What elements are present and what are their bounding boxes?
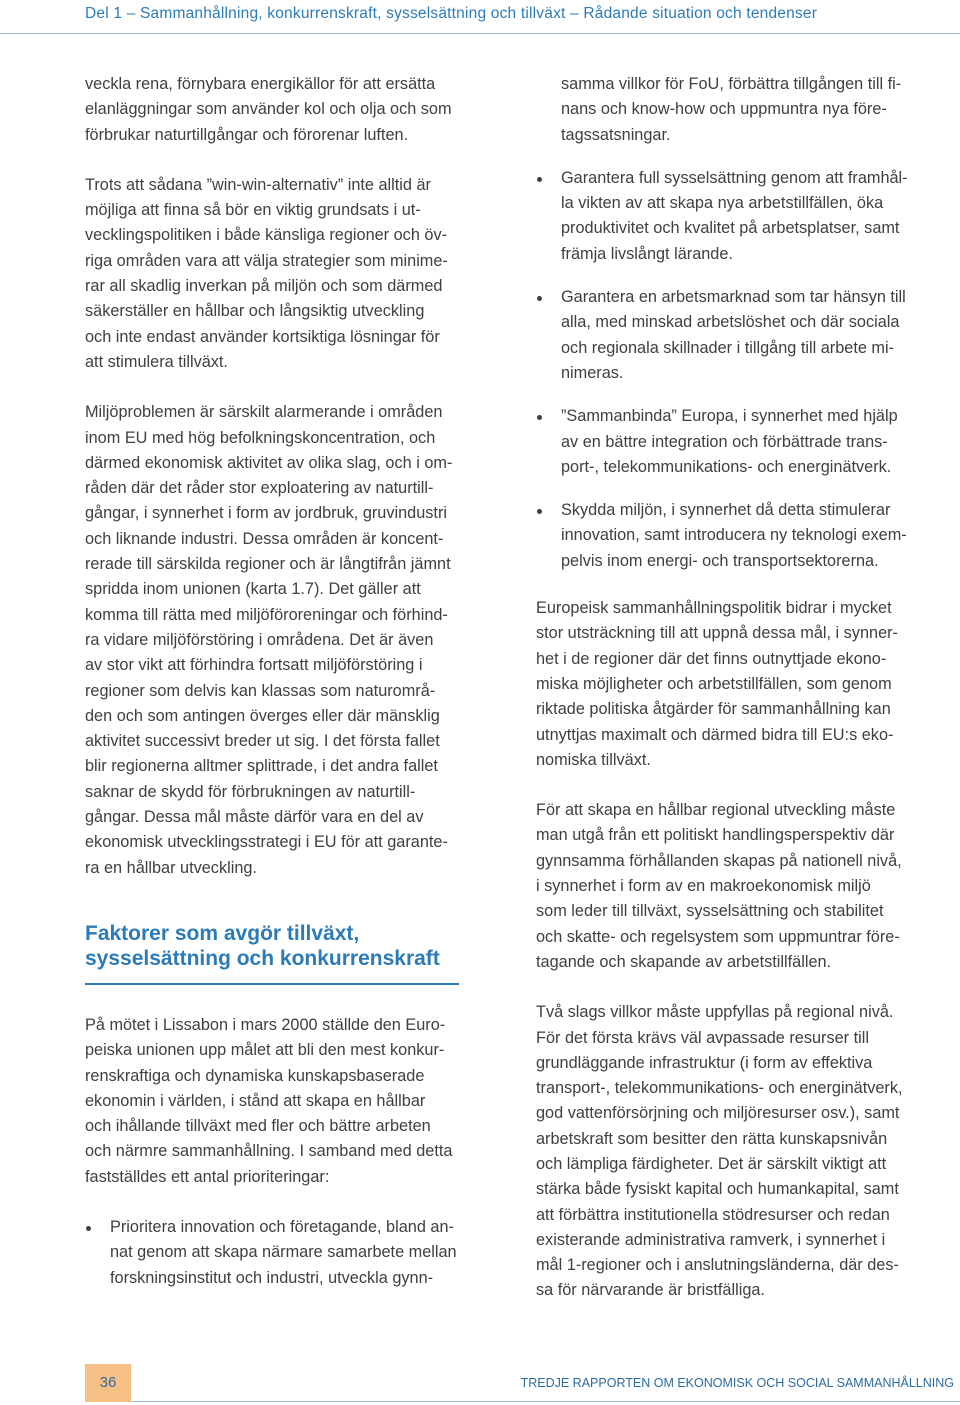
- bullet-icon: [86, 1226, 91, 1231]
- paragraph-environmental-problems: [85, 400, 503, 881]
- paragraph-regional-conditions: [536, 1000, 954, 1304]
- text-line: rerade till särskilda regioner och är långtifrån jämnt: [85, 555, 451, 574]
- text-line: god vattenförsörjning och miljöresurser osv.), samt: [536, 1104, 900, 1123]
- text-line: innovation, samt introducera ny teknologi exem-: [561, 526, 907, 545]
- text-line: la vikten av att skapa nya arbetstillfällen, öka: [561, 194, 884, 213]
- text-line: av stor vikt att förhindra fortsatt miljöförstöring i: [85, 656, 423, 675]
- publication-title: TREDJE RAPPORTEN OM EKONOMISK OCH SOCIAL SAMMANHÅLLNING: [520, 1376, 954, 1390]
- text-line: På mötet i Lissabon i mars 2000 ställde den Euro-: [85, 1015, 446, 1034]
- text-line: som leder till tillväxt, sysselsättning och stabilitet: [536, 902, 884, 921]
- text-line: ekonomisk utvecklingsstrategi i EU för att garante-: [85, 833, 448, 852]
- text-line: aktivitet successivt breder ut sig. I det första fallet: [85, 732, 440, 751]
- text-line: alla, med minskad arbetslöshet och där sociala: [561, 313, 900, 332]
- text-line: främja livslångt lärande.: [561, 244, 733, 263]
- text-line: och skatte- och regelsystem som uppmuntrar före-: [536, 927, 900, 946]
- text-line: fastställdes ett antal prioriteringar:: [85, 1167, 330, 1186]
- paragraph-win-win: [85, 173, 503, 375]
- text-line: nomiska tillväxt.: [536, 750, 651, 769]
- text-line: renskraftiga och dynamiska kunskapsbaserade: [85, 1066, 425, 1085]
- priority-list: [85, 1215, 503, 1291]
- text-line: ra vidare miljöförstöring i områdena. Det är även: [85, 630, 434, 649]
- priority-list-continued: [536, 166, 954, 574]
- text-line: rar all skadlig inverkan på miljön och som därmed: [85, 277, 443, 296]
- text-line: grundläggande infrastruktur (i form av effektiva: [536, 1053, 873, 1072]
- text-line: Garantera full sysselsättning genom att framhål-: [561, 168, 908, 187]
- text-line: sa för närvarande är bristfälliga.: [536, 1281, 765, 1300]
- text-line: därmed ekonomisk aktivitet av olika slag, och i om-: [85, 453, 453, 472]
- text-line: att stimulera tillväxt.: [85, 352, 228, 371]
- paragraph-cohesion-policy: [536, 596, 954, 773]
- text-line: mål 1-regioner och i anslutningsländerna, där des-: [536, 1256, 899, 1275]
- text-line: riktade politiska åtgärder för sammanhållning kan: [536, 700, 891, 719]
- text-line: och regionala skillnader i tillgång till arbete mi-: [561, 338, 895, 357]
- text-line: den och som antingen överges eller där mänsklig: [85, 706, 440, 725]
- text-line: och närmre sammanhållning. I samband med detta: [85, 1142, 453, 1161]
- text-line: säkerställer en hållbar och långsiktig utveckling: [85, 302, 425, 321]
- text-line: Trots att sådana ”win-win-alternativ” inte alltid är: [85, 175, 431, 194]
- text-line: inom EU med hög befolkningskoncentration, och: [85, 428, 436, 447]
- text-line: blir regionerna alltmer splittrade, i det andra fallet: [85, 757, 438, 776]
- text-line: nat genom att skapa närmare samarbete mellan: [110, 1243, 457, 1262]
- text-line: av en bättre integration och förbättrade trans-: [561, 432, 888, 451]
- text-line: Miljöproblemen är särskilt alarmerande i områden: [85, 403, 443, 422]
- heading-line: Faktorer som avgör tillväxt,: [85, 921, 360, 945]
- bullet-icon: [537, 415, 542, 420]
- running-header: [0, 0, 960, 34]
- text-line: och ihållande tillväxt med fler och bättre arbeten: [85, 1117, 431, 1136]
- text-line: ”Sammanbinda” Europa, i synnerhet med hjälp: [561, 407, 898, 426]
- text-line: pelvis inom energi- och transportsektorerna.: [561, 551, 879, 570]
- text-line: ekonomin i världen, i stånd att skapa en hållbar: [85, 1091, 426, 1110]
- text-line: nimeras.: [561, 363, 624, 382]
- text-line: stärka både fysiskt kapital och humankapital, samt: [536, 1180, 899, 1199]
- list-item: [536, 285, 954, 386]
- header-divider: [0, 33, 960, 34]
- text-line: port-, telekommunikations- och energinätverk.: [561, 457, 892, 476]
- text-line: gångar, i synnerhet i form av jordbruk, gruvindustri: [85, 504, 447, 523]
- list-item: [536, 404, 954, 480]
- list-item-continuation: [536, 72, 954, 148]
- paragraph-renewable-energy: [85, 72, 503, 148]
- text-line: tagssatsningar.: [561, 125, 671, 144]
- text-line: och inte endast använder kortsiktiga lösningar för: [85, 327, 440, 346]
- text-line: spridda inom unionen (karta 1.7). Det gäller att: [85, 580, 421, 599]
- text-line: transport-, telekommunikations- och energinätverk,: [536, 1079, 903, 1098]
- text-line: Europeisk sammanhållningspolitik bidrar i mycket: [536, 599, 892, 618]
- text-line: vecklingspolitiken i både känsliga regioner och öv-: [85, 226, 448, 245]
- text-line: arbetskraft som besitter den rätta kunskapsnivån: [536, 1129, 888, 1148]
- text-line: het i de regioner där det finns outnyttjade ekono-: [536, 649, 887, 668]
- bullet-icon: [537, 296, 542, 301]
- text-line: råden där det råder stor exploatering av naturtill-: [85, 479, 434, 498]
- text-line: regioner som delvis kan klassas som naturområ-: [85, 681, 436, 700]
- right-column: [536, 72, 954, 1329]
- heading-line: sysselsättning och konkurrenskraft: [85, 946, 440, 970]
- list-item: [536, 166, 954, 267]
- text-line: ra en hållbar utveckling.: [85, 858, 257, 877]
- text-line: För det första krävs väl avpassade resurser till: [536, 1028, 869, 1047]
- footer-divider: [131, 1401, 960, 1402]
- text-line: tagande och skapande av arbetstillfällen.: [536, 952, 832, 971]
- text-line: komma till rätta med miljöföroreningar och förhind-: [85, 605, 448, 624]
- text-line: förbrukar naturtillgångar och förorenar luften.: [85, 125, 409, 144]
- text-line: elanläggningar som använder kol och olja och som: [85, 100, 452, 119]
- text-line: och lämpliga färdigheter. Det är särskilt viktigt att: [536, 1154, 887, 1173]
- list-item: [536, 498, 954, 574]
- text-line: saknar de skydd för förbrukningen av naturtill-: [85, 782, 416, 801]
- heading-underline: [85, 983, 459, 985]
- text-line: produktivitet och kvalitet på arbetsplatser, samt: [561, 219, 900, 238]
- text-line: man utgå från ett politiskt handlingsperspektiv där: [536, 826, 895, 845]
- text-line: veckla rena, förnybara energikällor för att ersätta: [85, 75, 436, 93]
- text-line: riga områden vara att välja strategier som minime-: [85, 251, 448, 270]
- text-line: och liknande industri. Dessa områden är koncent-: [85, 529, 444, 548]
- text-line: i synnerhet i form av en makroekonomisk miljö: [536, 877, 871, 896]
- text-line: existerande administrativa ramverk, i synnerhet i: [536, 1230, 886, 1249]
- text-line: utnyttjas maximalt och därmed bidra till EU:s eko-: [536, 725, 894, 744]
- text-line: forskningsinstitut och industri, utveckla gynn-: [110, 1268, 434, 1287]
- paragraph-lisbon: [85, 1013, 503, 1190]
- text-line: Prioritera innovation och företagande, bland an-: [110, 1217, 454, 1236]
- text-line: Skydda miljön, i synnerhet då detta stimulerar: [561, 501, 891, 520]
- text-line: stor utsträckning till att uppnå dessa mål, i synner-: [536, 624, 898, 643]
- section-heading: [85, 921, 503, 971]
- bullet-icon: [537, 509, 542, 514]
- text-line: För att skapa en hållbar regional utveckling måste: [536, 801, 896, 820]
- text-line: möjliga att finna så bör en viktig grundsats i ut-: [85, 201, 421, 220]
- running-title: Del 1 – Sammanhållning, konkurrenskraft, sysselsättning och tillväxt – Rådande situation och tendenser: [85, 5, 818, 22]
- text-line: Garantera en arbetsmarknad som tar hänsyn till: [561, 288, 906, 307]
- text-line: gynnsamma förhållanden skapas på nationell nivå,: [536, 851, 902, 870]
- page-number: 36: [99, 1374, 117, 1391]
- text-line: Två slags villkor måste uppfyllas på regional nivå.: [536, 1003, 894, 1022]
- text-line: samma villkor för FoU, förbättra tillgången till fi-: [561, 75, 902, 93]
- list-item: [85, 1215, 503, 1291]
- paragraph-sustainable-development: [536, 798, 954, 975]
- text-line: peiska unionen upp målet att bli den mest konkur-: [85, 1041, 445, 1060]
- bullet-icon: [537, 177, 542, 182]
- text-line: att förbättra institutionella stödresurser och redan: [536, 1205, 890, 1224]
- text-line: miska möjligheter och arbetstillfällen, som genom: [536, 674, 892, 693]
- text-line: nans och know-how och uppmuntra nya före-: [561, 100, 887, 119]
- left-column: [85, 72, 503, 1313]
- text-line: gångar. Dessa mål måste därför vara en del av: [85, 808, 424, 827]
